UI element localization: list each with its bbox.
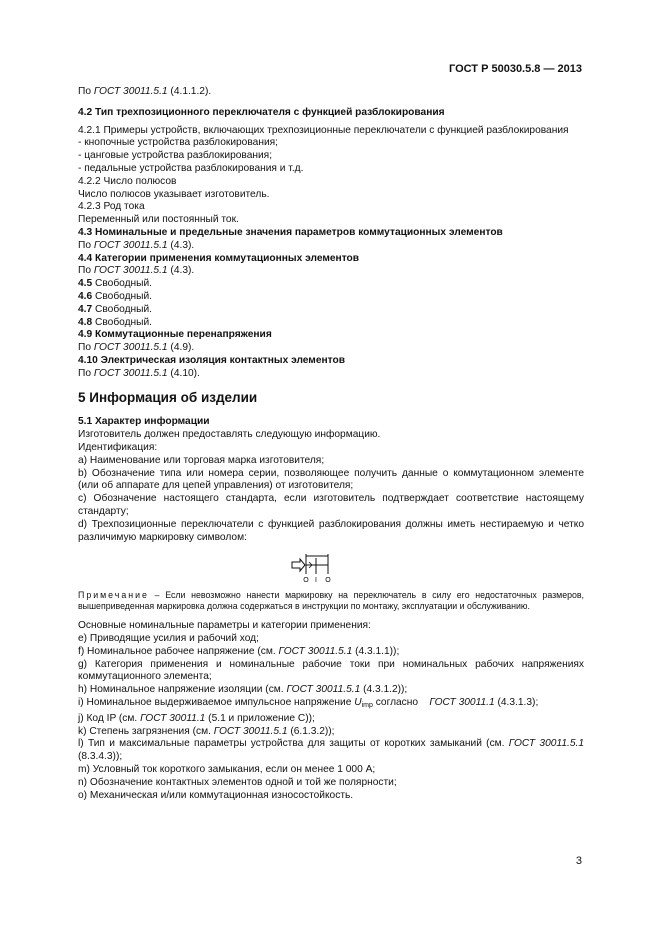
text: По: [78, 342, 94, 354]
note-text: – Если невозможно нанести маркировку на переключатель в силу его недостаточных размеров, вышеприведенная маркировка должна содержаться в инструкции по монтажу, эксплуатации и обслуживанию.: [78, 590, 584, 612]
subsection-heading: 4.2.3 Род тока: [78, 201, 145, 213]
subsection-heading: 4.2.2 Число полюсов: [78, 175, 177, 187]
standard-reference: ГОСТ 30011.5.1: [93, 239, 168, 251]
list-item: [78, 738, 584, 764]
list-item: [78, 713, 584, 726]
paragraph: 4.2.1 Примеры устройств, включающих трехпозиционные переключатели с функцией разблокирования: [78, 124, 569, 136]
standard-reference: ГОСТ 30011.5.1: [286, 684, 361, 696]
text: Свободный.: [92, 316, 153, 328]
list-item: а) Наименование или торговая марка изготовителя;: [78, 454, 325, 466]
release-switch-symbol-icon: [290, 550, 350, 584]
clause-number: 4.6: [78, 290, 93, 302]
list-item: - кнопочные устройства разблокирования;: [78, 137, 278, 149]
subscript: imp: [361, 702, 373, 710]
text: По: [78, 265, 94, 277]
paragraph: [78, 368, 584, 381]
symbol-label: O: [303, 577, 309, 585]
text: (6.1.3.2));: [287, 725, 335, 737]
list-item: [78, 646, 584, 659]
standard-reference: ГОСТ 30011.5.1: [93, 367, 168, 379]
paragraph: [78, 304, 584, 317]
clause-number: 4.5: [78, 278, 93, 290]
text: (4.3.1.1));: [352, 645, 400, 657]
paragraph: Основные номинальные параметры и категории применения:: [78, 620, 371, 632]
paragraph: Число полюсов указывает изготовитель.: [78, 188, 270, 200]
text: h) Номинальное напряжение изоляции (см.: [78, 684, 287, 696]
text: f) Номинальное рабочее напряжение (см.: [78, 645, 279, 657]
text: (8.3.4.3));: [78, 751, 123, 763]
section-heading: 4.2 Тип трехпозиционного переключателя с функцией разблокирования: [78, 106, 445, 118]
standard-reference: ГОСТ 30011.5.1: [93, 342, 168, 354]
text: (4.9).: [167, 342, 195, 354]
section-heading: 4.4 Категории применения коммутационных элементов: [78, 252, 360, 264]
text: согласно: [372, 697, 430, 709]
clause-number: 4.8: [78, 316, 93, 328]
text: (4.3).: [167, 239, 195, 251]
standard-reference: ГОСТ 30011.5.1: [508, 738, 584, 750]
paragraph: Переменный или постоянный ток.: [78, 214, 239, 226]
text: (4.3.1.3);: [494, 697, 539, 709]
list-item: m) Условный ток короткого замыкания, если он менее 1 000 А;: [78, 764, 376, 776]
standard-reference: ГОСТ 30011.5.1: [93, 265, 168, 277]
list-item: - педальные устройства разблокирования и т.д.: [78, 162, 304, 174]
text: По: [78, 86, 94, 97]
list-item: [78, 684, 584, 697]
symbol-u: U: [354, 697, 362, 709]
list-item: c) Обозначение настоящего стандарта, если изготовитель подтверждает соответствие настоящему стандарту;: [78, 493, 584, 517]
standard-reference: ГОСТ 30011.5.1: [93, 86, 168, 97]
section-heading: 4.10 Электрическая изоляция контактных элементов: [78, 354, 346, 366]
note: [78, 590, 584, 612]
page-body: [78, 86, 584, 802]
paragraph: [78, 265, 584, 278]
paragraph: Идентификация:: [78, 441, 158, 453]
standard-reference: ГОСТ 30011.1: [140, 712, 206, 724]
text: (4.1.1.2).: [167, 86, 212, 97]
symbol-label: I: [315, 577, 317, 585]
text: (4.10).: [167, 367, 200, 379]
list-item: g) Категория применения и номинальные рабочие токи при номинальных рабочих напряжениях коммутационного элемента;: [78, 658, 584, 683]
text: (4.3.1.2));: [360, 684, 408, 696]
text: Свободный.: [92, 278, 153, 290]
section-heading: 4.9 Коммутационные перенапряжения: [78, 329, 272, 341]
text: По: [78, 367, 94, 379]
text: По: [78, 239, 94, 251]
text: k) Степень загрязнения (см.: [78, 725, 214, 737]
list-item: [78, 697, 584, 713]
clause-number: 4.7: [78, 303, 93, 315]
text: (5.1 и приложение C));: [205, 712, 315, 724]
section-heading: 4.3 Номинальные и предельные значения параметров коммутационных элементов: [78, 226, 503, 238]
note-label: Примечание: [78, 590, 149, 601]
standard-reference: ГОСТ 30011.5.1: [278, 645, 353, 657]
text: Свободный.: [92, 303, 153, 315]
document-header: ГОСТ Р 50030.5.8 — 2013: [448, 63, 582, 75]
paragraph: [78, 342, 584, 355]
page-number: 3: [575, 855, 582, 867]
list-item: - цанговые устройства разблокирования;: [78, 150, 273, 162]
symbol-label: O: [325, 577, 331, 585]
paragraph: [78, 278, 584, 291]
paragraph: [78, 317, 584, 330]
paragraph: Изготовитель должен предоставлять следующую информацию.: [78, 429, 381, 441]
chapter-title: 5 Информация об изделии: [78, 389, 258, 405]
text: l) Тип и максимальные параметры устройства для защиты от коротких замыканий (см.: [78, 738, 509, 750]
list-item: [78, 726, 584, 739]
text: (4.3).: [167, 265, 195, 277]
paragraph: [78, 291, 584, 304]
standard-reference: ГОСТ 30011.5.1: [213, 725, 288, 737]
text: Свободный.: [92, 290, 153, 302]
list-item: b) Обозначение типа или номера серии, позволяющее получить данные о коммутационном элементе (или об аппарате для цепей управления) от изготовителя;: [78, 467, 584, 492]
list-item: n) Обозначение контактных элементов одной и той же полярности;: [78, 776, 397, 788]
list-item: d) Трехпозиционные переключатели с функцией разблокирования должны иметь нестираемую и четко различимую маркировку символом:: [78, 518, 584, 543]
standard-reference: ГОСТ 30011.1: [429, 697, 495, 709]
paragraph: [78, 240, 584, 253]
list-item: o) Механическая и/или коммутационная износостойкость.: [78, 789, 354, 801]
list-item: e) Приводящие усилия и рабочий ход;: [78, 633, 259, 645]
text: i) Номинальное выдерживаемое импульсное напряжение: [78, 697, 355, 709]
text: j) Код IP (см.: [78, 712, 141, 724]
paragraph: [78, 86, 584, 99]
section-heading: 5.1 Характер информации: [78, 416, 210, 428]
